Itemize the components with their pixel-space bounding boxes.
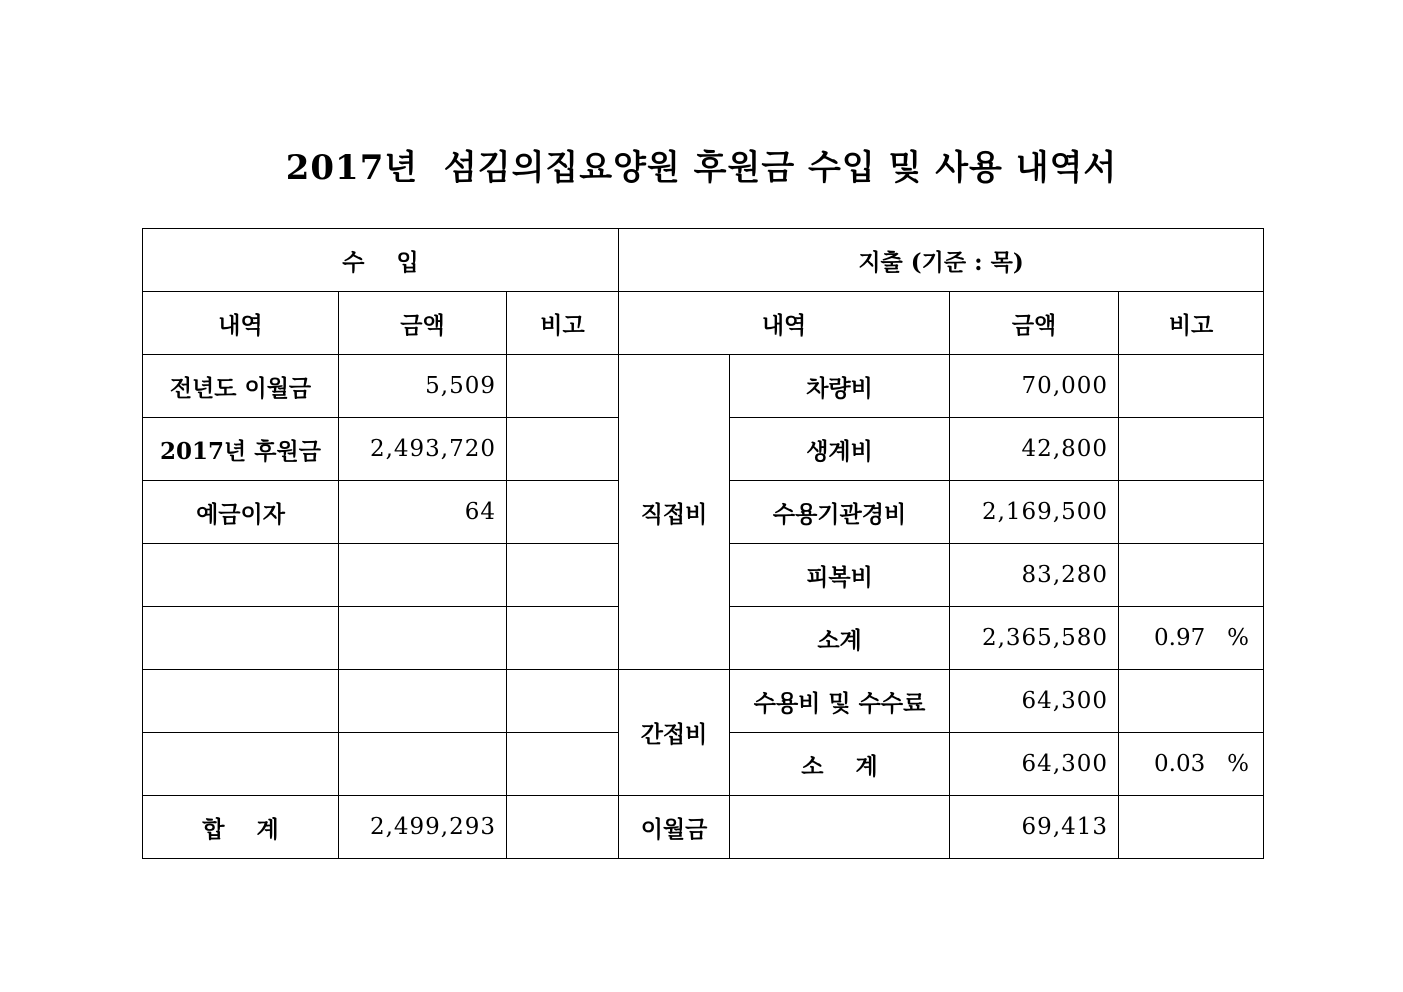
expense-note bbox=[1119, 481, 1264, 544]
income-note bbox=[507, 418, 619, 481]
income-amount: 64 bbox=[339, 481, 507, 544]
expense-amount: 2,169,500 bbox=[950, 481, 1119, 544]
section-header-row bbox=[143, 229, 1264, 292]
carryover-label: 이월금 bbox=[619, 796, 730, 859]
income-item-header: 내역 bbox=[143, 292, 339, 355]
expense-amount: 42,800 bbox=[950, 418, 1119, 481]
expense-item-header: 내역 bbox=[619, 292, 950, 355]
income-total-amount: 2,499,293 bbox=[339, 796, 507, 859]
expense-note bbox=[1119, 670, 1264, 733]
expense-amount: 70,000 bbox=[950, 355, 1119, 418]
income-item: 2017년 후원금 bbox=[143, 418, 339, 481]
indirect-subtotal-percent: 0.03 % bbox=[1119, 733, 1264, 796]
expense-note bbox=[1119, 355, 1264, 418]
income-note bbox=[507, 670, 619, 733]
income-amount bbox=[339, 670, 507, 733]
income-item: 전년도 이월금 bbox=[143, 355, 339, 418]
income-item bbox=[143, 733, 339, 796]
expense-item: 수용비 및 수수료 bbox=[730, 670, 950, 733]
direct-subtotal-label: 소계 bbox=[730, 607, 950, 670]
income-amount bbox=[339, 544, 507, 607]
table-row bbox=[143, 355, 1264, 418]
indirect-subtotal-label: 소 계 bbox=[730, 733, 950, 796]
expense-item: 수용기관경비 bbox=[730, 481, 950, 544]
direct-subtotal-percent: 0.97 % bbox=[1119, 607, 1264, 670]
income-item: 예금이자 bbox=[143, 481, 339, 544]
income-amount-header: 금액 bbox=[339, 292, 507, 355]
expense-amount: 83,280 bbox=[950, 544, 1119, 607]
income-item bbox=[143, 607, 339, 670]
income-note bbox=[507, 607, 619, 670]
expense-header: 지출 (기준 : 목) bbox=[619, 229, 1264, 292]
income-item bbox=[143, 544, 339, 607]
income-item bbox=[143, 670, 339, 733]
carryover-note bbox=[1119, 796, 1264, 859]
expense-item: 피복비 bbox=[730, 544, 950, 607]
income-note-header: 비고 bbox=[507, 292, 619, 355]
income-note bbox=[507, 544, 619, 607]
total-row bbox=[143, 796, 1264, 859]
page-title: 2017년 섬김의집요양원 후원금 수입 및 사용 내역서 bbox=[285, 148, 1118, 188]
carryover-item bbox=[730, 796, 950, 859]
expense-item: 생계비 bbox=[730, 418, 950, 481]
table-row bbox=[143, 670, 1264, 733]
expense-amount-header: 금액 bbox=[950, 292, 1119, 355]
carryover-amount: 69,413 bbox=[950, 796, 1119, 859]
income-header: 수 입 bbox=[143, 229, 619, 292]
indirect-subtotal-amount: 64,300 bbox=[950, 733, 1119, 796]
expense-note bbox=[1119, 544, 1264, 607]
income-note bbox=[507, 355, 619, 418]
direct-cost-category: 직접비 bbox=[619, 355, 730, 670]
direct-subtotal-amount: 2,365,580 bbox=[950, 607, 1119, 670]
income-amount: 5,509 bbox=[339, 355, 507, 418]
expense-note-header: 비고 bbox=[1119, 292, 1264, 355]
income-amount bbox=[339, 733, 507, 796]
income-note bbox=[507, 481, 619, 544]
indirect-cost-category: 간접비 bbox=[619, 670, 730, 796]
income-expense-table bbox=[142, 228, 1264, 859]
income-total-note bbox=[507, 796, 619, 859]
income-amount: 2,493,720 bbox=[339, 418, 507, 481]
income-total-label: 합 계 bbox=[143, 796, 339, 859]
expense-amount: 64,300 bbox=[950, 670, 1119, 733]
income-note bbox=[507, 733, 619, 796]
column-header-row bbox=[143, 292, 1264, 355]
income-amount bbox=[339, 607, 507, 670]
expense-note bbox=[1119, 418, 1264, 481]
expense-item: 차량비 bbox=[730, 355, 950, 418]
